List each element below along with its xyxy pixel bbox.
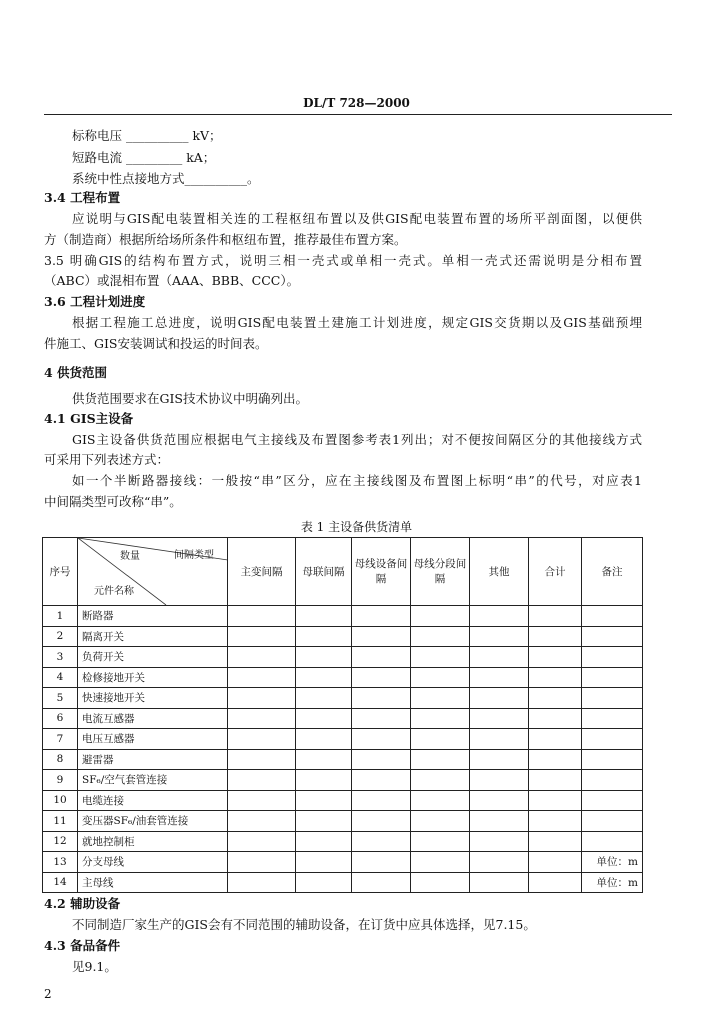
section-4-1-text-3: 如一个半断路器接线：一般按“串”区分，应在主接线图及布置图上标明“串”的代号，对应表1 (72, 473, 642, 488)
row-number: 8 (43, 749, 78, 770)
quantity-cell (470, 811, 529, 832)
component-name: 主母线 (78, 872, 228, 893)
quantity-cell (296, 831, 352, 852)
remarks-cell: 单位：m (582, 852, 643, 873)
remarks-cell: 单位：m (582, 872, 643, 893)
table-row (43, 790, 643, 811)
quantity-cell (529, 729, 582, 750)
quantity-cell (470, 626, 529, 647)
quantity-cell (529, 811, 582, 832)
component-name: 负荷开关 (78, 647, 228, 668)
quantity-cell (352, 626, 411, 647)
quantity-cell (529, 872, 582, 893)
quantity-cell (529, 667, 582, 688)
remarks-cell (582, 708, 643, 729)
quantity-cell (411, 770, 470, 791)
row-number: 12 (43, 831, 78, 852)
quantity-cell (470, 749, 529, 770)
quantity-cell (529, 852, 582, 873)
section-4-3-text: 见9.1。 (72, 959, 117, 974)
quantity-cell (411, 647, 470, 668)
quantity-cell (411, 811, 470, 832)
table-row (43, 626, 643, 647)
row-number: 11 (43, 811, 78, 832)
quantity-cell (296, 872, 352, 893)
quantity-cell (470, 852, 529, 873)
component-name: 就地控制柜 (78, 831, 228, 852)
remarks-cell (582, 647, 643, 668)
quantity-cell (529, 831, 582, 852)
quantity-cell (228, 749, 296, 770)
quantity-cell (296, 626, 352, 647)
component-name: SF₆/空气套管连接 (78, 770, 228, 791)
diag-label-quantity: 数量 (120, 551, 140, 562)
quantity-cell (296, 811, 352, 832)
col-header-total: 合计 (529, 538, 582, 606)
quantity-cell (411, 688, 470, 709)
quantity-cell (352, 790, 411, 811)
quantity-cell (470, 872, 529, 893)
quantity-cell (352, 852, 411, 873)
row-number: 14 (43, 872, 78, 893)
remarks-cell (582, 831, 643, 852)
table-row (43, 749, 643, 770)
quantity-cell (352, 872, 411, 893)
quantity-cell (228, 688, 296, 709)
quantity-cell (352, 606, 411, 627)
section-4-1-heading: 4.1 GIS主设备 (44, 411, 134, 426)
quantity-cell (470, 831, 529, 852)
component-name: 变压器SF₆/油套管连接 (78, 811, 228, 832)
quantity-cell (470, 770, 529, 791)
quantity-cell (470, 708, 529, 729)
section-3-4-text-1: 应说明与GIS配电装置相关连的工程枢纽布置以及供GIS配电装置布置的场所平剖面图，以便供 (72, 211, 642, 226)
quantity-cell (352, 770, 411, 791)
quantity-cell (411, 872, 470, 893)
remarks-cell (582, 626, 643, 647)
component-name: 分支母线 (78, 852, 228, 873)
quantity-cell (470, 729, 529, 750)
section-4-1-text-2: 可采用下列表述方式： (44, 452, 170, 467)
quantity-cell (411, 790, 470, 811)
table-row (43, 852, 643, 873)
col-seq-header: 序号 (43, 538, 78, 606)
diag-label-bay-type: 间隔类型 (174, 550, 214, 561)
quantity-cell (470, 688, 529, 709)
page-number: 2 (44, 987, 52, 1001)
col-header-bus-equipment: 母线设备间隔 (352, 538, 411, 606)
remarks-cell (582, 606, 643, 627)
quantity-cell (228, 626, 296, 647)
table-row (43, 688, 643, 709)
quantity-cell (411, 667, 470, 688)
table-row (43, 872, 643, 893)
param-neutral-grounding: 系统中性点接地方式__________。 (72, 171, 260, 186)
quantity-cell (296, 729, 352, 750)
quantity-cell (411, 626, 470, 647)
row-number: 6 (43, 708, 78, 729)
quantity-cell (296, 749, 352, 770)
table-row (43, 811, 643, 832)
quantity-cell (470, 606, 529, 627)
row-number: 4 (43, 667, 78, 688)
section-4-heading: 4 供货范围 (44, 365, 108, 380)
quantity-cell (470, 647, 529, 668)
remarks-cell (582, 667, 643, 688)
quantity-cell (296, 852, 352, 873)
quantity-cell (529, 770, 582, 791)
remarks-cell (582, 811, 643, 832)
quantity-cell (529, 606, 582, 627)
quantity-cell (228, 770, 296, 791)
row-number: 13 (43, 852, 78, 873)
supply-list-table (42, 537, 643, 893)
section-3-5-text-2: （ABC）或混相布置（AAA、BBB、CCC）。 (44, 273, 300, 288)
remarks-cell (582, 770, 643, 791)
quantity-cell (529, 688, 582, 709)
table-row (43, 647, 643, 668)
quantity-cell (296, 667, 352, 688)
row-number: 9 (43, 770, 78, 791)
param-voltage: 标称电压 __________ kV； (72, 128, 222, 143)
quantity-cell (228, 708, 296, 729)
quantity-cell (352, 831, 411, 852)
table-row (43, 667, 643, 688)
section-3-4-heading: 3.4 工程布置 (44, 190, 121, 205)
quantity-cell (352, 749, 411, 770)
section-4-1-text-4: 中间隔类型可改称“串”。 (44, 494, 182, 509)
header-rule (44, 114, 672, 115)
col-header-bus-section: 母线分段间隔 (411, 538, 470, 606)
row-number: 3 (43, 647, 78, 668)
remarks-cell (582, 729, 643, 750)
quantity-cell (411, 749, 470, 770)
table-body (43, 606, 643, 893)
quantity-cell (529, 708, 582, 729)
quantity-cell (296, 770, 352, 791)
component-name: 电缆连接 (78, 790, 228, 811)
col-header-other: 其他 (470, 538, 529, 606)
quantity-cell (352, 729, 411, 750)
quantity-cell (228, 647, 296, 668)
quantity-cell (529, 749, 582, 770)
col-header-main-transformer: 主变间隔 (228, 538, 296, 606)
component-name: 电流互感器 (78, 708, 228, 729)
section-3-6-text-1: 根据工程施工总进度，说明GIS配电装置土建施工计划进度，规定GIS交货期以及GIS基础预埋 (72, 315, 642, 330)
table-row (43, 708, 643, 729)
section-3-4-text-2: 方（制造商）根据所给场所条件和枢纽布置，推荐最佳布置方案。 (44, 232, 407, 247)
doc-header-code: DL/T 728—2000 (303, 96, 410, 110)
col-header-remarks: 备注 (582, 538, 643, 606)
quantity-cell (529, 647, 582, 668)
row-number: 7 (43, 729, 78, 750)
section-4-3-heading: 4.3 备品备件 (44, 938, 121, 953)
table-row (43, 606, 643, 627)
quantity-cell (228, 831, 296, 852)
quantity-cell (296, 647, 352, 668)
quantity-cell (228, 606, 296, 627)
table-row (43, 770, 643, 791)
section-4-1-text-1: GIS主设备供货范围应根据电气主接线及布置图参考表1列出；对不便按间隔区分的其他接线方式 (72, 432, 642, 447)
component-name: 检修接地开关 (78, 667, 228, 688)
diagonal-header-cell (78, 538, 228, 606)
param-short-circuit: 短路电流 _________ kA； (72, 150, 216, 165)
quantity-cell (228, 852, 296, 873)
quantity-cell (228, 729, 296, 750)
diag-label-component: 元件名称 (94, 586, 134, 597)
quantity-cell (470, 667, 529, 688)
quantity-cell (411, 831, 470, 852)
section-3-5-text-1: 3.5 明确GIS的结构布置方式，说明三相一壳式或单相一壳式。单相一壳式还需说明是分相布置 (44, 253, 642, 268)
quantity-cell (228, 790, 296, 811)
row-number: 1 (43, 606, 78, 627)
quantity-cell (411, 852, 470, 873)
quantity-cell (228, 667, 296, 688)
quantity-cell (352, 688, 411, 709)
quantity-cell (411, 606, 470, 627)
component-name: 隔离开关 (78, 626, 228, 647)
remarks-cell (582, 688, 643, 709)
row-number: 10 (43, 790, 78, 811)
section-3-6-text-2: 件施工、GIS安装调试和投运的时间表。 (44, 336, 268, 351)
quantity-cell (529, 790, 582, 811)
quantity-cell (228, 872, 296, 893)
quantity-cell (470, 790, 529, 811)
row-number: 5 (43, 688, 78, 709)
row-number: 2 (43, 626, 78, 647)
section-4-2-text: 不同制造厂家生产的GIS会有不同范围的辅助设备，在订货中应具体选择，见7.15。 (72, 917, 536, 932)
component-name: 电压互感器 (78, 729, 228, 750)
col-header-bus-coupler: 母联间隔 (296, 538, 352, 606)
table-header-row (43, 538, 643, 606)
quantity-cell (352, 708, 411, 729)
quantity-cell (352, 667, 411, 688)
quantity-cell (352, 647, 411, 668)
quantity-cell (228, 811, 296, 832)
component-name: 避雷器 (78, 749, 228, 770)
table-caption: 表 1 主设备供货清单 (300, 520, 413, 534)
quantity-cell (296, 790, 352, 811)
remarks-cell (582, 749, 643, 770)
component-name: 快速接地开关 (78, 688, 228, 709)
section-4-text: 供货范围要求在GIS技术协议中明确列出。 (72, 391, 308, 406)
table-row (43, 831, 643, 852)
component-name: 断路器 (78, 606, 228, 627)
quantity-cell (411, 708, 470, 729)
quantity-cell (296, 688, 352, 709)
quantity-cell (411, 729, 470, 750)
quantity-cell (352, 811, 411, 832)
table-row (43, 729, 643, 750)
section-3-6-heading: 3.6 工程计划进度 (44, 294, 146, 309)
remarks-cell (582, 790, 643, 811)
quantity-cell (296, 708, 352, 729)
quantity-cell (529, 626, 582, 647)
quantity-cell (296, 606, 352, 627)
section-4-2-heading: 4.2 辅助设备 (44, 896, 121, 911)
